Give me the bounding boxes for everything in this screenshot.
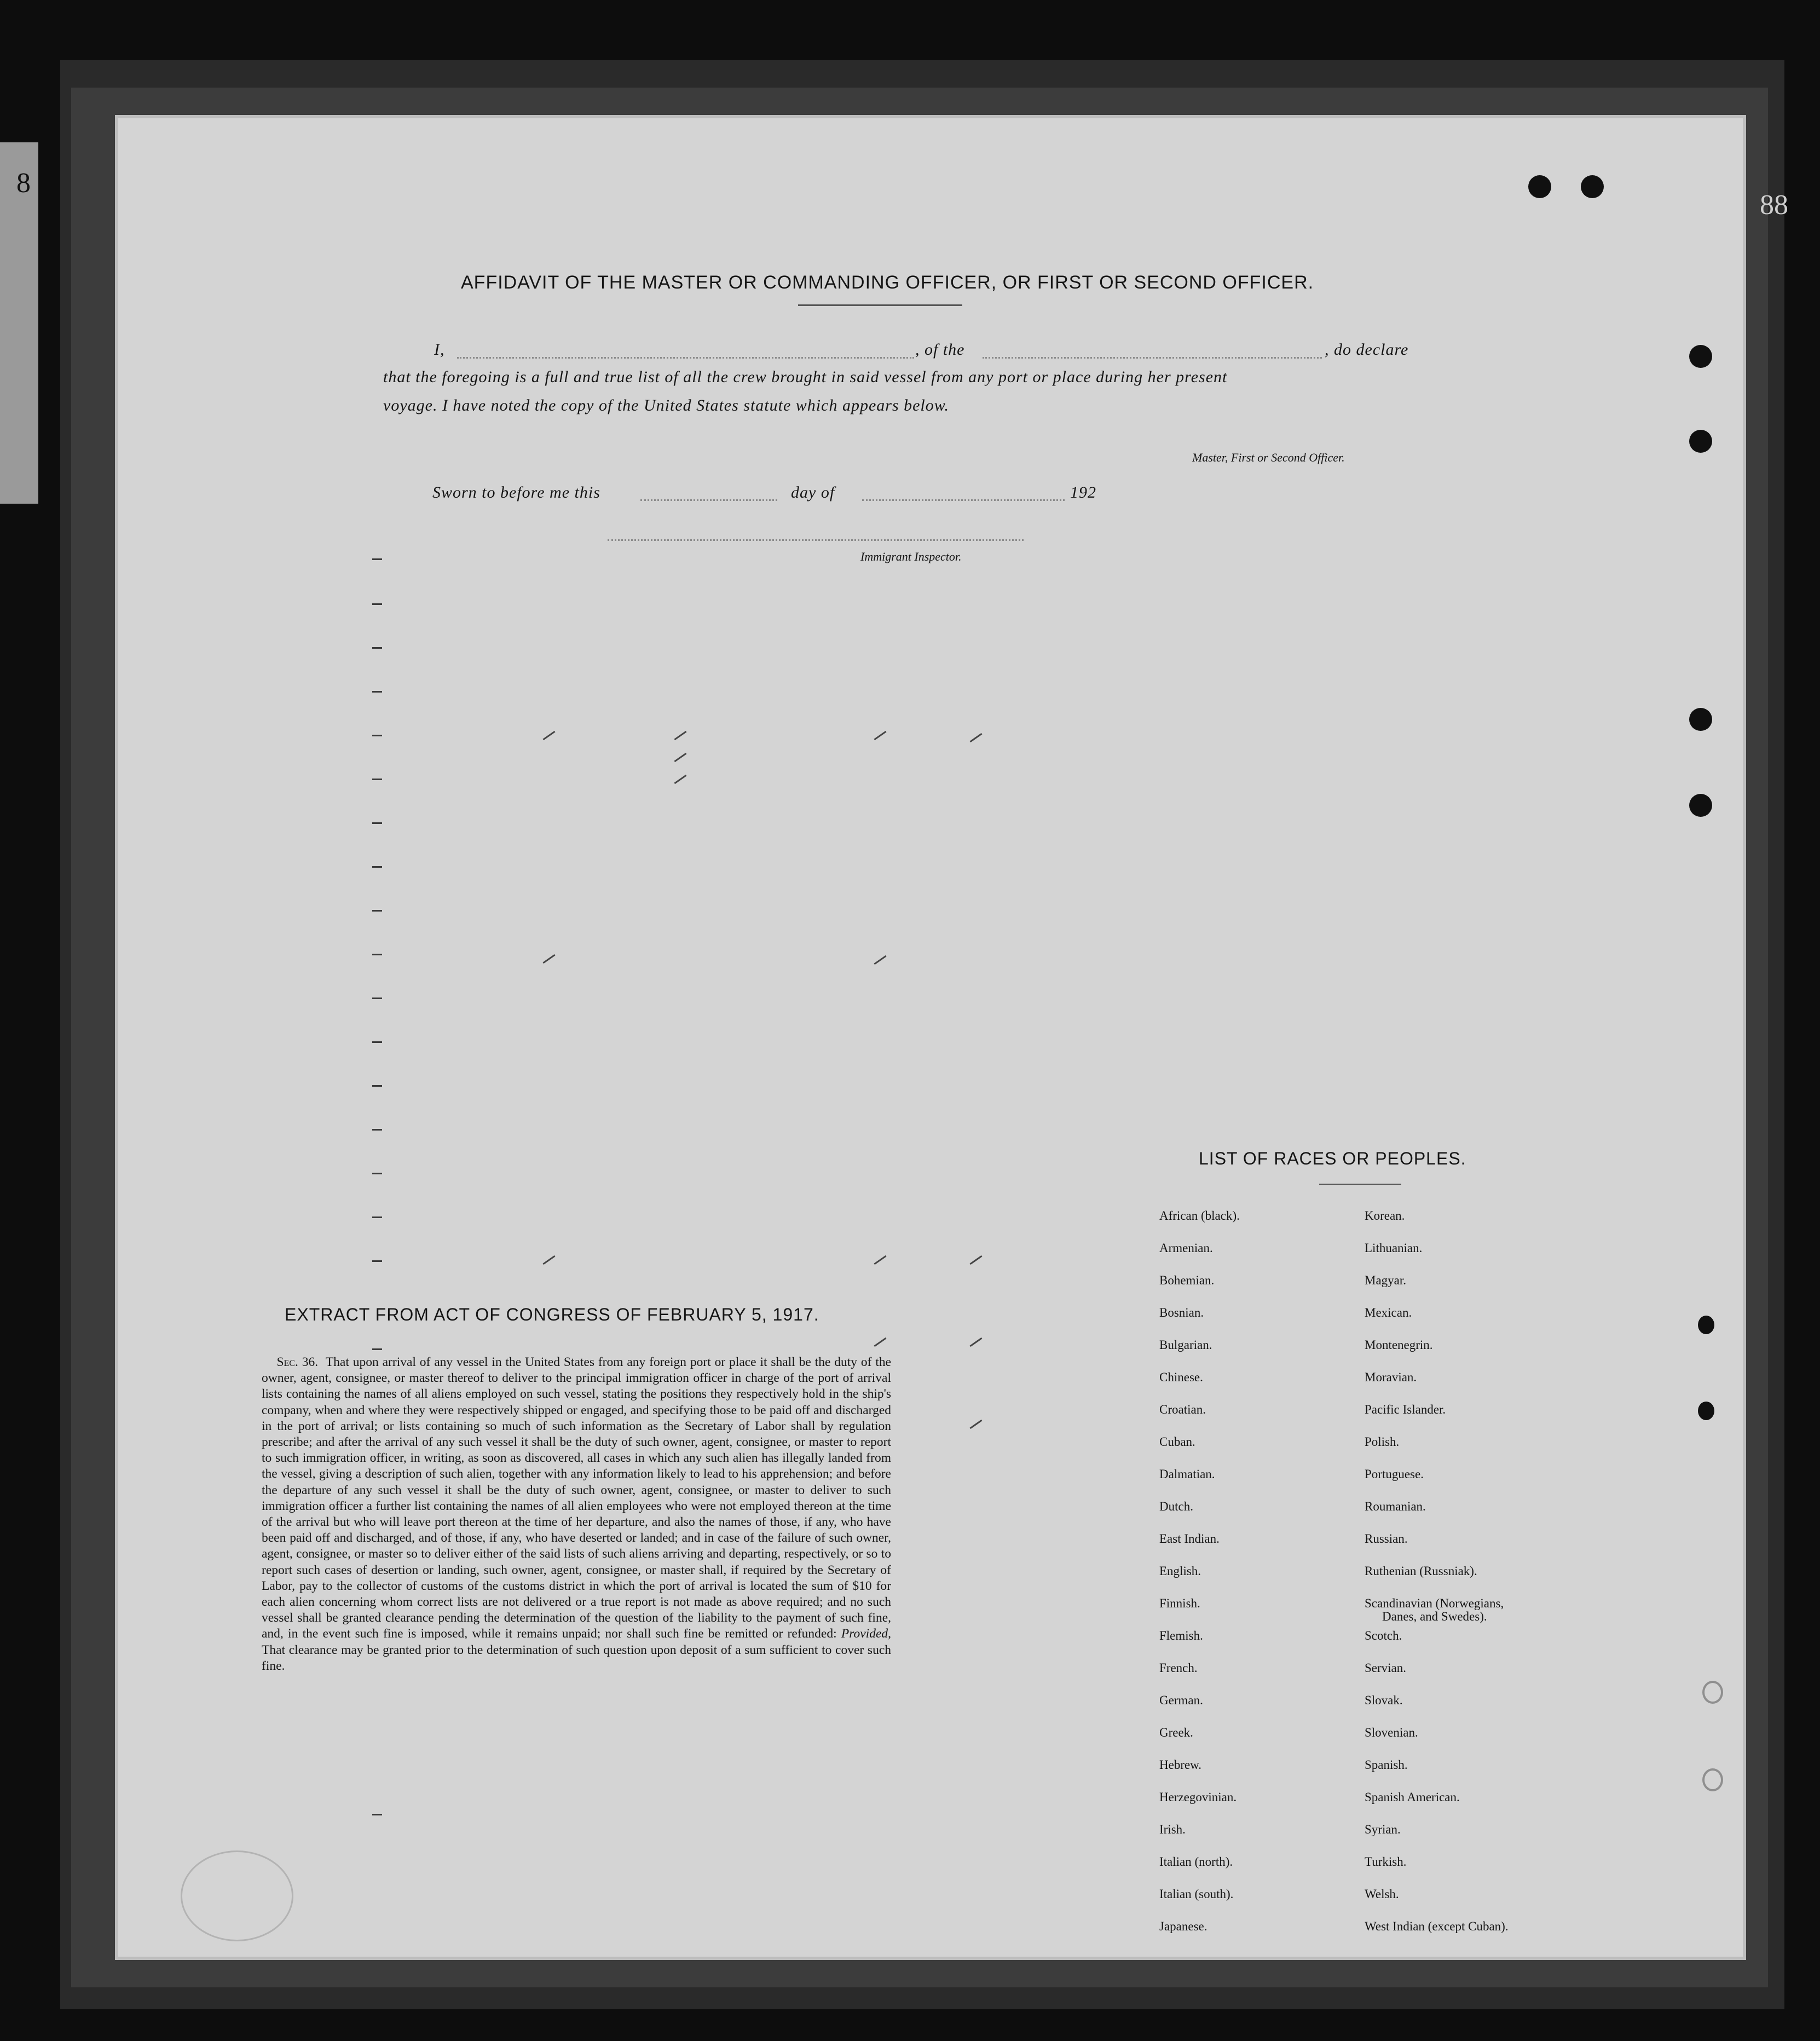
row-mark (372, 1260, 382, 1262)
extract-tail: That clearance may be granted prior to the determination of such question upon deposit of a sum sufficient to cover such fine. (262, 1642, 891, 1673)
extract-text: That upon arrival of any vessel in the United States from any foreign port or place it shall be the duty of the owner, agent, consignee, or master thereof to deliver to the principal immigration officer in charge of the port of arrival lists containing the names of all aliens employed on such vessel, stating the positions they respectively hold in the ship's company, when and where they were respectively shipped or engaged, and specifying those to be paid off and discharged in the port of arrival; or lists containing so much of such information as the Secretary of Labor shall by regulation prescribe; and after the arrival of any such vessel it shall be the duty of such owner, agent, consignee, or master to report to such immigration officer, in writing, as soon as discovered, all cases in which any such alien has illegally landed from the vessel, giving a description of such alien, together with any information likely to lead to his apprehension; and before the departure of any such vessel it shall be the duty of such owner, agent, consignee, or master to deliver to such immigration officer a further list containing the names of all alien employees who were not employed thereon at the time of the arrival but who will leave port thereon at the time of her departure, and also the names of those, if any, who have been paid off and discharged, and of those, if any, who have deserted or landed; and in case of the failure of such owner, agent, consignee, or master so to deliver either of the said lists of such aliens arriving and departing, respectively, or so to report such cases of desertion or landing, such owner, agent, consignee, or master shall, if required by the Secretary of Labor, pay to the collector of customs of the customs district in which the port of arrival is located the sum of $10 for each alien concerning whom correct lists are not delivered or a true report is not made as above required; and no such vessel shall be granted clearance pending the determination of the question of the liability to the payment of such fine, and, in the event such fine is imposed, while it remains unpaid; nor shall such fine be remitted or refunded: (262, 1355, 892, 1641)
row-mark (372, 603, 382, 605)
race-item: Bohemian. (1159, 1273, 1215, 1287)
race-item: West Indian (except Cuban). (1365, 1919, 1509, 1933)
row-mark (372, 691, 382, 693)
race-item: Korean. (1365, 1209, 1405, 1223)
day-blank (640, 499, 777, 501)
race-item: English. (1159, 1564, 1201, 1578)
race-item: Roumanian. (1365, 1500, 1426, 1513)
row-mark (372, 866, 382, 868)
race-item: Armenian. (1159, 1241, 1213, 1255)
race-item: Croatian. (1159, 1403, 1206, 1416)
race-item: Syrian. (1365, 1823, 1401, 1836)
section-number: Sec. 36. (276, 1355, 319, 1369)
race-item: Scandinavian (Norwegians, (1365, 1596, 1504, 1610)
vessel-blank (983, 357, 1322, 359)
row-mark (372, 1041, 382, 1043)
month-blank (862, 499, 1065, 501)
race-item: German. (1159, 1693, 1203, 1707)
right-page-number: 88 (1760, 189, 1788, 221)
race-item: African (black). (1159, 1209, 1240, 1223)
race-item: Russian. (1365, 1532, 1408, 1546)
inspector-blank (608, 539, 1024, 541)
extract-title: EXTRACT FROM ACT OF CONGRESS OF FEBRUARY 5, 1917. (285, 1305, 819, 1324)
races-title-underline (1319, 1184, 1401, 1185)
race-item: Herzegovinian. (1159, 1790, 1237, 1804)
punch-hole (1689, 345, 1712, 368)
race-item: Spanish American. (1365, 1790, 1460, 1804)
left-page-number: 8 (16, 168, 31, 199)
master-signature-label: Master, First or Second Officer. (1192, 451, 1345, 464)
affidavit-declare: , do declare (1325, 341, 1409, 359)
row-mark (372, 822, 382, 824)
row-mark (372, 1085, 382, 1087)
race-item: Ruthenian (Russniak). (1365, 1564, 1477, 1578)
race-item: Dalmatian. (1159, 1467, 1215, 1481)
title-underline (798, 304, 962, 306)
extract-body (262, 1354, 891, 1674)
race-item: Dutch. (1159, 1500, 1193, 1513)
punch-hole (1702, 1681, 1723, 1704)
race-item: Pacific Islander. (1365, 1403, 1446, 1416)
sworn-text: Sworn to before me this (432, 483, 600, 501)
race-item: Magyar. (1365, 1273, 1407, 1287)
race-item: Slovenian. (1365, 1726, 1418, 1739)
race-item-continued: Danes, and Swedes). (1382, 1610, 1487, 1623)
race-item: Slovak. (1365, 1693, 1403, 1707)
row-mark (372, 910, 382, 912)
race-item: Turkish. (1365, 1855, 1407, 1869)
document-page (115, 115, 1746, 1960)
row-mark (372, 998, 382, 999)
race-item: Lithuanian. (1365, 1241, 1423, 1255)
race-item: Hebrew. (1159, 1758, 1202, 1772)
punch-hole (1689, 430, 1712, 453)
affidavit-line3: voyage. I have noted the copy of the United States statute which appears below. (383, 396, 950, 414)
row-mark (372, 1348, 382, 1350)
faint-stamp (181, 1850, 293, 1941)
race-item: Servian. (1365, 1661, 1407, 1675)
day-of-text: day of (791, 483, 835, 501)
affidavit-i: I, (434, 341, 445, 359)
race-item: Flemish. (1159, 1629, 1203, 1642)
punch-hole (1702, 1768, 1723, 1791)
race-item: Scotch. (1365, 1629, 1402, 1642)
row-mark (372, 1216, 382, 1218)
punch-hole (1689, 708, 1712, 731)
race-item: Greek. (1159, 1726, 1193, 1739)
row-mark (372, 1129, 382, 1131)
punch-hole (1528, 175, 1551, 198)
row-mark (372, 735, 382, 736)
race-item: Bosnian. (1159, 1306, 1204, 1319)
race-item: Welsh. (1365, 1887, 1399, 1901)
row-mark (372, 647, 382, 649)
affidavit-line2: that the foregoing is a full and true list of all the crew brought in said vessel from any port or place during her present (383, 368, 1228, 386)
row-mark (372, 779, 382, 780)
row-mark (372, 954, 382, 955)
punch-hole (1581, 175, 1604, 198)
race-item: Mexican. (1365, 1306, 1412, 1319)
race-item: Irish. (1159, 1823, 1186, 1836)
race-item: East Indian. (1159, 1532, 1220, 1546)
race-item: Italian (south). (1159, 1887, 1234, 1901)
race-item: Portuguese. (1365, 1467, 1424, 1481)
race-item: Spanish. (1365, 1758, 1408, 1772)
race-item: Finnish. (1159, 1596, 1200, 1610)
inspector-label: Immigrant Inspector. (860, 550, 962, 563)
race-item: French. (1159, 1661, 1198, 1675)
year-text: 192 (1070, 483, 1096, 501)
race-item: Bulgarian. (1159, 1338, 1212, 1352)
race-item: Italian (north). (1159, 1855, 1233, 1869)
races-title: LIST OF RACES OR PEOPLES. (1199, 1149, 1466, 1168)
row-mark (372, 1814, 382, 1815)
provided-word: Provided, (841, 1627, 892, 1641)
punch-hole (1698, 1316, 1714, 1334)
affidavit-of-the: , of the (915, 341, 965, 359)
affidavit-title: AFFIDAVIT OF THE MASTER OR COMMANDING OFFICER, OR FIRST OR SECOND OFFICER. (461, 272, 1314, 293)
punch-hole (1698, 1402, 1714, 1420)
race-item: Montenegrin. (1365, 1338, 1433, 1352)
row-mark (372, 558, 382, 560)
race-item: Polish. (1365, 1435, 1400, 1449)
race-item: Japanese. (1159, 1919, 1207, 1933)
race-item: Cuban. (1159, 1435, 1195, 1449)
name-blank (457, 357, 914, 359)
punch-hole (1689, 794, 1712, 817)
race-item: Chinese. (1159, 1370, 1203, 1384)
race-item: Moravian. (1365, 1370, 1417, 1384)
row-mark (372, 1173, 382, 1174)
